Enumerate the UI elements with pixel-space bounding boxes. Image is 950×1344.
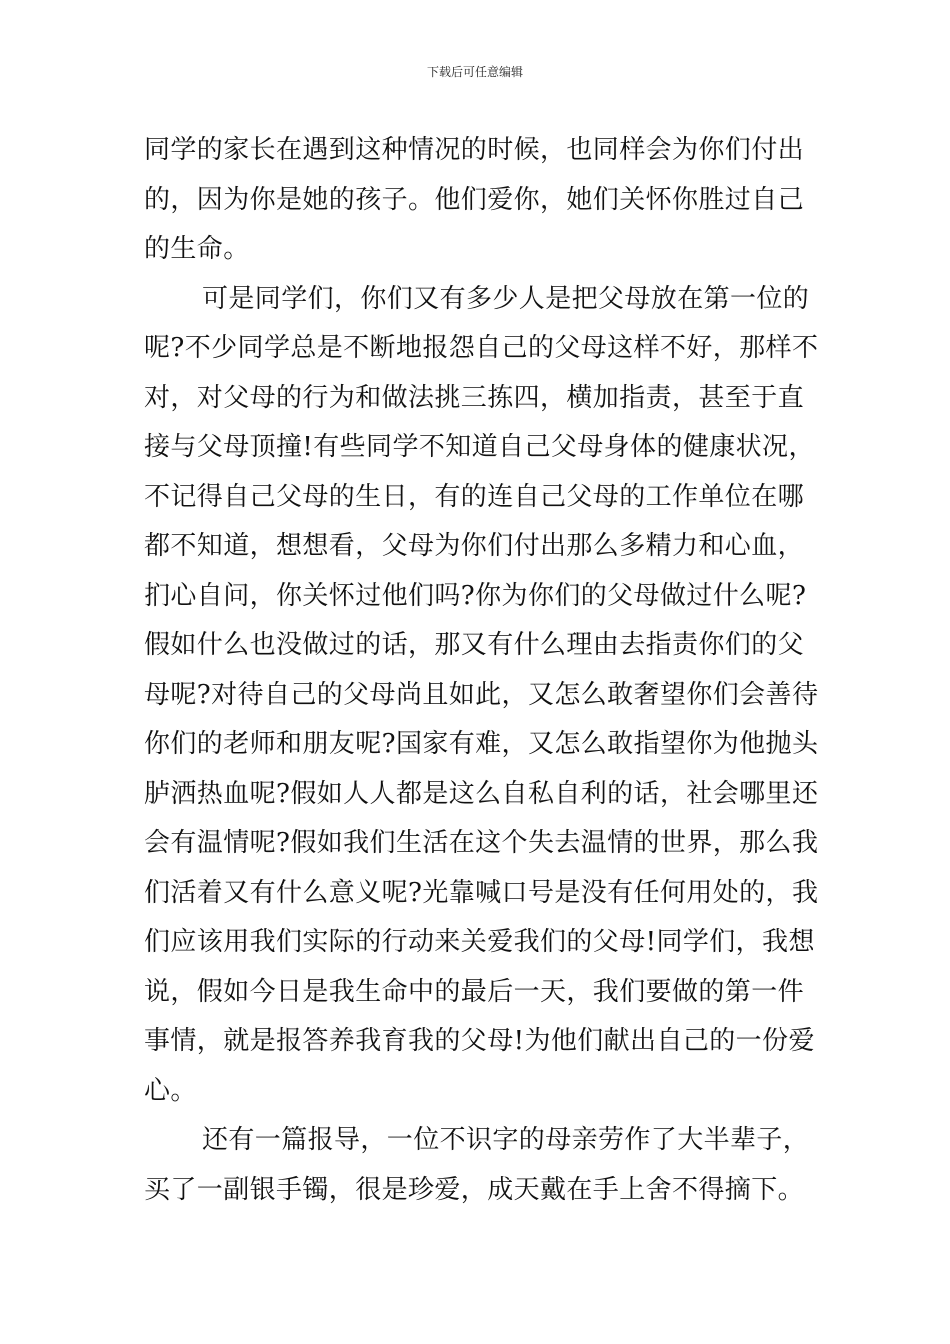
text-line: 胪洒热血呢?假如人人都是这么自私自利的话，社会哪里还 [144, 778, 819, 809]
paragraph-start-line: 还有一篇报导，一位不识字的母亲劳作了大半辈子， [202, 1125, 810, 1155]
text-line: 对，对父母的行为和做法挑三拣四，横加指责，甚至于直 [144, 382, 805, 413]
text-line: 们应该用我们实际的行动来关爱我们的父母!同学们，我想 [144, 927, 815, 957]
text-line: 呢?不少同学总是不断地报怨自己的父母这样不好，那样不 [144, 333, 819, 363]
text-line: 母呢?对待自己的父母尚且如此，又怎么敢奢望你们会善待 [144, 679, 819, 710]
text-line: 不记得自己父母的生日，有的连自己父母的工作单位在哪 [144, 481, 805, 512]
text-line: 你们的老师和朋友呢?国家有难，又怎么敢指望你为他抛头 [144, 729, 819, 759]
page-header: 下载后可任意编辑 [426, 65, 523, 79]
text-line: 们活着又有什么意义呢?光靠喊口号是没有任何用处的，我 [144, 877, 819, 908]
document-body [144, 126, 819, 1215]
text-line: 都不知道，想想看，父母为你们付出那么多精力和心血， [144, 531, 805, 561]
text-line: 心。 [144, 1075, 197, 1106]
text-line: 假如什么也没做过的话，那又有什么理由去指责你们的父 [144, 630, 805, 660]
paragraph-start-line: 可是同学们，你们又有多少人是把父母放在第一位的 [202, 283, 810, 314]
text-line: 的，因为你是她的孩子。他们爱你，她们关怀你胜过自己 [144, 184, 805, 215]
text-line: 会有温情呢?假如我们生活在这个失去温情的世界，那么我 [144, 828, 819, 858]
text-line: 接与父母顶撞!有些同学不知道自己父母身体的健康状况， [144, 432, 815, 462]
text-line: 同学的家长在遇到这种情况的时候，也同样会为你们付出 [144, 135, 805, 165]
text-line: 事情，就是报答养我育我的父母!为他们献出自己的一份爱 [144, 1026, 815, 1056]
text-line: 说，假如今日是我生命中的最后一天，我们要做的第一件 [144, 976, 805, 1007]
text-line: 的生命。 [144, 234, 250, 264]
text-line: 扪心自问，你关怀过他们吗?你为你们的父母做过什么呢? [144, 580, 807, 611]
text-line: 买了一副银手镯，很是珍爱，成天戴在手上舍不得摘下。 [144, 1174, 805, 1205]
